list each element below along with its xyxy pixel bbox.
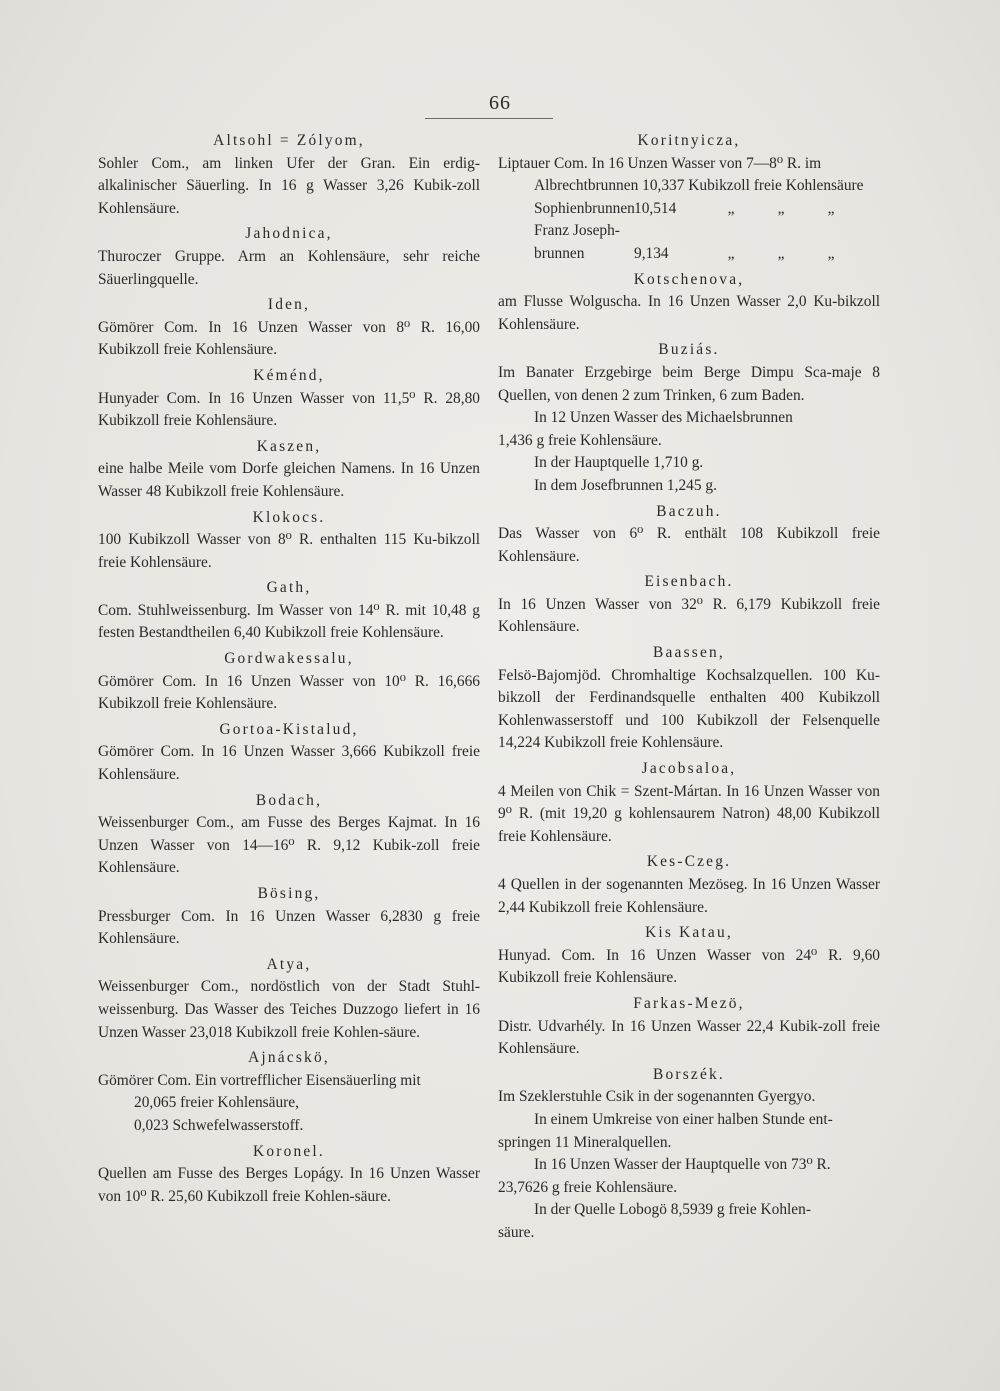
table-cell bbox=[706, 220, 756, 243]
entry-heading: Gath, bbox=[266, 579, 312, 597]
entry-text: Albrechtbrunnen 10,337 Kubikzoll freie Kohlensäure bbox=[534, 177, 864, 195]
entry-text: Das Wasser von 6⁰ R. enthält 108 Kubikzoll freie Kohlensäure. bbox=[498, 525, 880, 565]
entry-heading: Atya, bbox=[266, 955, 312, 973]
table-cell: Franz Joseph- bbox=[534, 222, 620, 240]
table-cell: „ bbox=[777, 244, 785, 262]
table-cell: „ bbox=[827, 199, 835, 217]
entry-text: Weissenburger Com., am Fusse des Berges Kajmat. In 16 Unzen Wasser von 14—16⁰ R. 9,12 Kubik-zoll freie Kohlensäure. bbox=[98, 814, 480, 877]
entry-heading: Bösing, bbox=[257, 885, 321, 902]
entry-heading: Buziás. bbox=[658, 341, 720, 359]
entry-heading: Bodach, bbox=[255, 791, 323, 809]
entry-text: eine halbe Meile vom Dorfe gleichen Namens. In 16 Unzen Wasser 48 Kubikzoll freie Kohlensäure. bbox=[98, 460, 480, 500]
entry-text: In 16 Unzen Wasser von 32⁰ R. 6,179 Kubikzoll freie Kohlensäure. bbox=[498, 595, 880, 636]
entry-heading: Ajnácskö, bbox=[248, 1049, 330, 1067]
entry-text: Sohler Com., am linken Ufer der Gran. Ein erdig-alkalinischer Säuerling. In 16 g Wasser 3,26 Kubik-zoll Kohlensäure. bbox=[98, 154, 480, 217]
table-cell: „ bbox=[827, 244, 835, 262]
table-cell: brunnen bbox=[534, 244, 585, 262]
entry-text: In 12 Unzen Wasser des Michaelsbrunnen bbox=[534, 409, 793, 427]
table-row bbox=[498, 243, 880, 266]
table-row bbox=[498, 220, 880, 243]
table-cell bbox=[806, 220, 856, 243]
entry-text: Quellen am Fusse des Berges Lopágy. In 16 Unzen Wasser von 10⁰ R. 25,60 Kubikzoll freie Kohlen-säure. bbox=[98, 1165, 480, 1205]
entry-text: 4 Quellen in der sogenannten Mezöseg. In 16 Unzen Wasser 2,44 Kubikzoll freie Kohlensäure. bbox=[498, 876, 880, 916]
entry-text: Gömörer Com. In 16 Unzen Wasser von 8⁰ R. 16,00 Kubikzoll freie Kohlensäure. bbox=[98, 318, 480, 359]
entry-text: Felsö-Bajomjöd. Chromhaltige Kochsalzquellen. 100 Ku-bikzoll der Ferdinandsquelle enthalten 400 Kubikzoll Kohlenwasserstoff und 100 Kubikzoll der Felsenquelle 14,224 Kubikzoll freie Kohlensäure. bbox=[498, 666, 880, 752]
entry-heading: Farkas-Mezö, bbox=[633, 994, 745, 1012]
entry-text: In der Hauptquelle 1,710 g. bbox=[534, 454, 704, 472]
entry-heading: Kis Katau, bbox=[645, 924, 733, 942]
entry-heading: Klokocs. bbox=[252, 508, 326, 526]
page-number: 66 bbox=[489, 92, 511, 114]
entry-text: Distr. Udvarhély. In 16 Unzen Wasser 22,4 Kubik-zoll freie Kohlensäure. bbox=[498, 1017, 880, 1058]
entry-heading: Borszék. bbox=[653, 1065, 725, 1083]
entry-text: Im Banater Erzgebirge beim Berge Dimpu Sca-maje 8 Quellen, von denen 2 zum Trinken, 6 zum Baden. bbox=[498, 363, 880, 404]
entry-heading: Gordwakessalu, bbox=[224, 650, 354, 668]
table-cell: Sophienbrunnen bbox=[534, 199, 635, 217]
entry-heading: Eisenbach. bbox=[644, 573, 734, 591]
entry-text: Gömörer Com. In 16 Unzen Wasser von 10⁰ R. 16,666 Kubikzoll freie Kohlensäure. bbox=[98, 672, 480, 713]
entry-text: Pressburger Com. In 16 Unzen Wasser 6,2830 g freie Kohlensäure. bbox=[98, 907, 480, 948]
entry-text: Gömörer Com. In 16 Unzen Wasser 3,666 Kubikzoll freie Kohlensäure. bbox=[98, 743, 480, 784]
entry-text: 1,436 g freie Kohlensäure. bbox=[498, 431, 662, 449]
entry-text: Com. Stuhlweissenburg. Im Wasser von 14⁰ R. mit 10,48 g festen Bestandtheilen 6,40 Kubikzoll freie Kohlensäure. bbox=[98, 601, 480, 642]
entry-text: 23,7626 g freie Kohlensäure. bbox=[498, 1178, 678, 1196]
table-cell: „ bbox=[777, 199, 785, 217]
entry-text: Gömörer Com. Ein vortrefflicher Eisensäuerling mit bbox=[98, 1071, 421, 1089]
entry-heading: Kéménd, bbox=[253, 366, 325, 384]
entry-text: Hunyad. Com. In 16 Unzen Wasser von 24⁰ R. 9,60 Kubikzoll freie Kohlensäure. bbox=[498, 946, 880, 987]
table-row bbox=[498, 198, 880, 221]
entry-text: säure. bbox=[498, 1223, 535, 1241]
table-cell: „ bbox=[727, 244, 735, 262]
table-cell: „ bbox=[727, 199, 735, 217]
entry-text: springen 11 Mineralquellen. bbox=[498, 1133, 672, 1151]
table-cell: 10,514 bbox=[634, 199, 677, 217]
entry-text: In 16 Unzen Wasser der Hauptquelle von 73⁰ R. bbox=[534, 1156, 831, 1174]
entry-text: am Flusse Wolguscha. In 16 Unzen Wasser 2,0 Ku-bikzoll Kohlensäure. bbox=[498, 293, 880, 333]
right-column bbox=[498, 130, 880, 1245]
entry-text: 4 Meilen von Chik = Szent-Mártan. In 16 Unzen Wasser von 9⁰ R. (mit 19,20 g kohlensaurem Natron) 48,00 Kubikzoll freie Kohlensäure. bbox=[498, 782, 880, 845]
entry-text: In dem Josefbrunnen 1,245 g. bbox=[534, 476, 717, 494]
table-cell: 9,134 bbox=[634, 244, 669, 262]
entry-text: 100 Kubikzoll Wasser von 8⁰ R. enthalten 115 Ku-bikzoll freie Kohlensäure. bbox=[98, 531, 480, 571]
entry-heading: Kotschenova, bbox=[633, 270, 745, 288]
entry-heading: Gortoa-Kistalud, bbox=[219, 720, 359, 738]
entry-heading: Iden, bbox=[267, 296, 311, 314]
entry-text: Weissenburger Com., nordöstlich von der Stadt Stuhl-weissenburg. Das Wasser des Teiches Duzzogo liefert in 16 Unzen Wasser 23,018 Kubikzoll freie Kohlen-säure. bbox=[98, 978, 480, 1041]
entry-text: Hunyader Com. In 16 Unzen Wasser von 11,5⁰ R. 28,80 Kubikzoll freie Kohlensäure. bbox=[98, 389, 480, 430]
entry-heading: Jahodnica, bbox=[245, 225, 333, 243]
entry-heading: Kes-Czeg. bbox=[646, 853, 732, 871]
entry-text: 0,023 Schwefelwasserstoff. bbox=[134, 1116, 304, 1134]
entry-heading: Altsohl = Zólyom, bbox=[213, 132, 365, 149]
header-rule bbox=[425, 118, 553, 119]
table-cell bbox=[634, 220, 706, 243]
entry-text: Thuroczer Gruppe. Arm an Kohlensäure, sehr reiche Säuerlingquelle. bbox=[98, 247, 480, 288]
entry-heading: Jacobsaloa, bbox=[641, 760, 737, 778]
entry-text: In der Quelle Lobogö 8,5939 g freie Kohlen- bbox=[534, 1201, 811, 1219]
table-cell bbox=[756, 220, 806, 243]
entry-heading: Koronel. bbox=[253, 1142, 325, 1160]
entry-text: Liptauer Com. In 16 Unzen Wasser von 7—8⁰ R. im bbox=[498, 154, 822, 172]
entry-heading: Kaszen, bbox=[256, 437, 322, 455]
entry-text: 20,065 freier Kohlensäure, bbox=[134, 1094, 299, 1112]
entry-heading: Koritnyicza, bbox=[637, 132, 741, 149]
entry-text: Im Szeklerstuhle Csik in der sogenannten Gyergyo. bbox=[498, 1088, 816, 1106]
entry-heading: Baassen, bbox=[653, 644, 725, 662]
left-column bbox=[98, 130, 480, 1208]
entry-heading: Baczuh. bbox=[656, 502, 722, 520]
entry-text: In einem Umkreise von einer halben Stunde ent- bbox=[534, 1110, 833, 1128]
